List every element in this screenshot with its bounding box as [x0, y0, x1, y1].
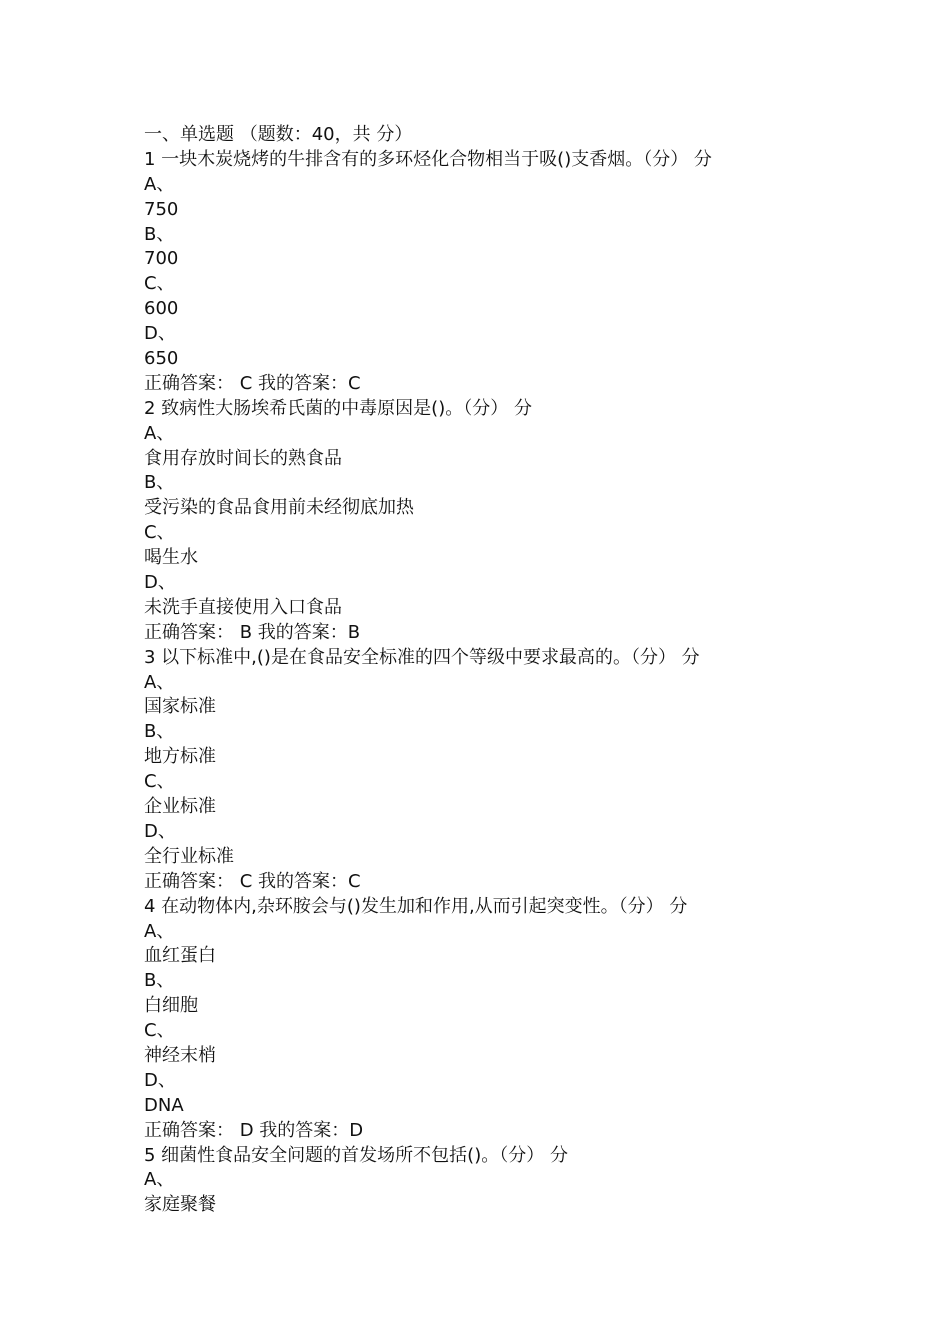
option-letter: C、	[144, 1020, 175, 1042]
option-letter: B、	[144, 970, 175, 992]
quiz-content	[144, 123, 904, 1218]
question-title: 1 一块木炭烧烤的牛排含有的多环烃化合物相当于吸()支香烟。（分） 分	[144, 148, 712, 170]
option-text: 国家标准	[144, 696, 216, 718]
question-title: 5 细菌性食品安全问题的首发场所不包括()。（分） 分	[144, 1144, 568, 1166]
option-letter: A、	[144, 920, 175, 942]
option-letter: D、	[144, 1069, 176, 1091]
option-letter: D、	[144, 820, 176, 842]
option-letter: B、	[144, 223, 175, 245]
option-letter: D、	[144, 323, 176, 345]
question-title: 2 致病性大肠埃希氏菌的中毒原因是()。（分） 分	[144, 397, 532, 419]
answer-line: 正确答案： B 我的答案：B	[144, 621, 361, 643]
section-header: 一、单选题 （题数：40，共 分）	[144, 124, 413, 145]
question-title: 3 以下标准中,()是在食品安全标准的四个等级中要求最高的。（分） 分	[144, 646, 700, 668]
option-letter: B、	[144, 472, 175, 494]
answer-line: 正确答案： C 我的答案：C	[144, 870, 361, 892]
option-text: 750	[144, 198, 179, 220]
option-text: 血红蛋白	[144, 945, 216, 967]
option-text: 未洗手直接使用入口食品	[144, 596, 342, 618]
answer-line: 正确答案： D 我的答案：D	[144, 1119, 364, 1141]
option-text: 受污染的食品食用前未经彻底加热	[144, 497, 414, 519]
option-letter: C、	[144, 273, 175, 295]
answer-line: 正确答案： C 我的答案：C	[144, 372, 361, 394]
option-text: 地方标准	[144, 746, 216, 768]
option-text: 白细胞	[144, 995, 198, 1017]
option-letter: A、	[144, 671, 175, 693]
option-letter: A、	[144, 422, 175, 444]
option-text: 神经末梢	[144, 1044, 216, 1066]
option-text: 600	[144, 298, 179, 320]
option-letter: D、	[144, 572, 176, 594]
option-text: 700	[144, 248, 179, 270]
option-letter: B、	[144, 721, 175, 743]
question-title: 4 在动物体内,杂环胺会与()发生加和作用,从而引起突变性。（分） 分	[144, 895, 688, 917]
option-text: 喝生水	[144, 547, 198, 569]
option-letter: A、	[144, 173, 175, 195]
option-letter: C、	[144, 771, 175, 793]
option-letter: C、	[144, 522, 175, 544]
option-letter: A、	[144, 1169, 175, 1191]
option-text: 企业标准	[144, 796, 216, 818]
option-text: 全行业标准	[144, 845, 234, 867]
option-text: 食用存放时间长的熟食品	[144, 447, 342, 469]
option-text: 650	[144, 348, 179, 370]
option-text: DNA	[144, 1094, 184, 1116]
option-text: 家庭聚餐	[144, 1194, 216, 1216]
